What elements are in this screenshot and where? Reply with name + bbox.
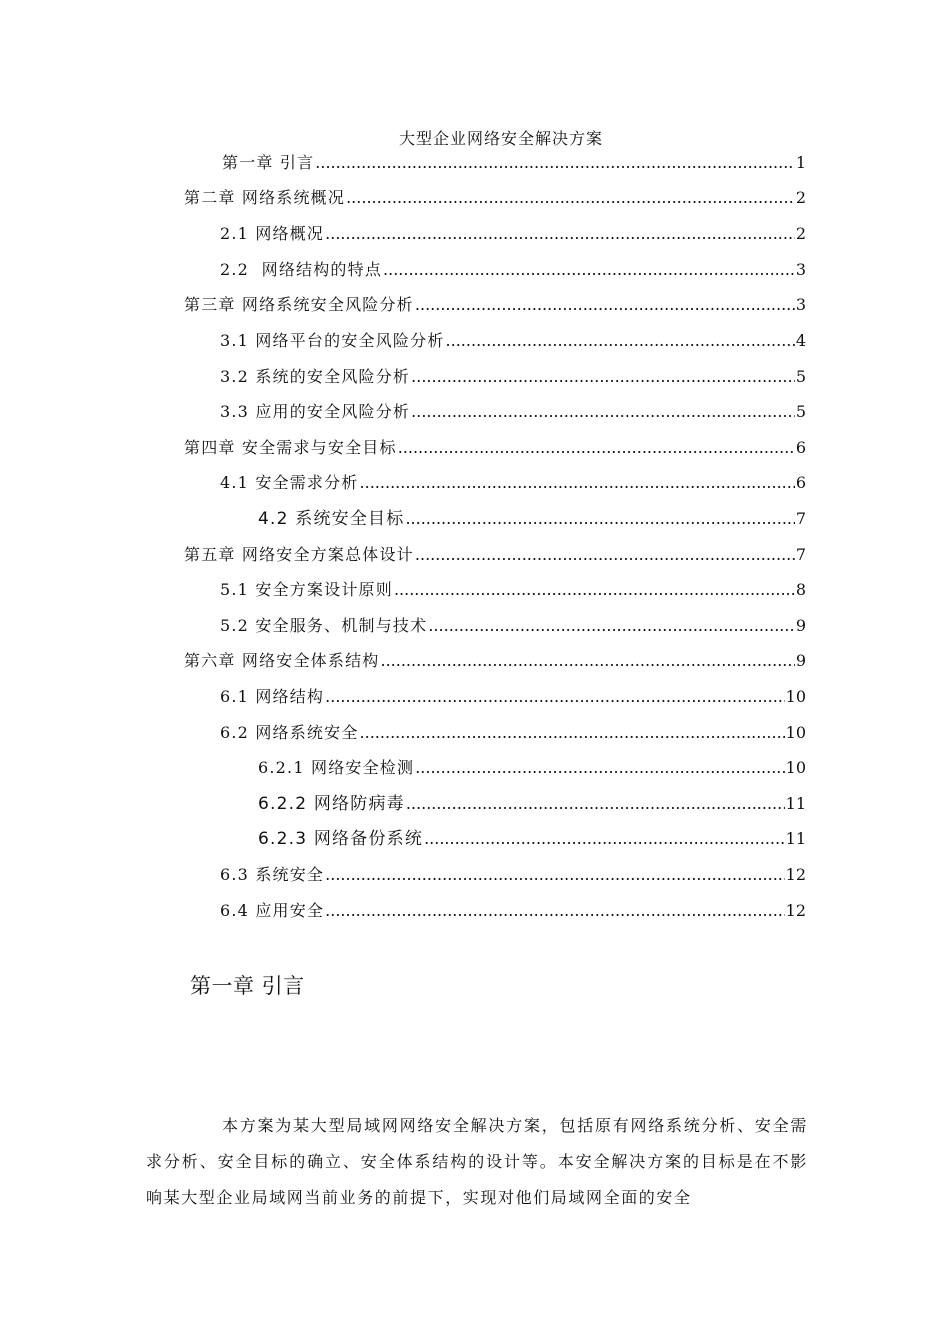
toc-entry-page: 5 [795, 367, 806, 386]
toc-entry-label: 5.1 安全方案设计原则 [220, 580, 393, 599]
toc-entry[interactable] [258, 506, 806, 530]
toc-entry[interactable] [220, 720, 806, 744]
toc-entry-page: 10 [785, 687, 806, 706]
toc-leader-dots [325, 864, 785, 886]
toc-entry-page: 11 [785, 794, 806, 813]
toc-entry[interactable] [220, 684, 806, 708]
toc-leader-dots [394, 579, 795, 601]
toc-leader-dots [360, 722, 785, 744]
toc-entry[interactable] [220, 257, 806, 281]
toc-leader-dots [411, 366, 795, 388]
toc-leader-dots [424, 828, 785, 850]
toc-entry[interactable] [184, 292, 806, 316]
toc-entry[interactable] [258, 826, 806, 850]
document-title: 大型企业网络安全解决方案 [398, 129, 603, 148]
toc-entry-label: 6.2 网络系统安全 [220, 723, 359, 742]
toc-entry[interactable] [220, 898, 806, 922]
toc-entry[interactable] [184, 185, 806, 209]
toc-entry[interactable] [258, 791, 806, 815]
toc-entry-label: 第三章 网络系统安全风险分析 [184, 295, 414, 314]
toc-entry-label: 第五章 网络安全方案总体设计 [184, 545, 414, 564]
toc-entry[interactable] [184, 435, 806, 459]
toc-entry-page: 2 [795, 224, 806, 243]
toc-entry-label: 6.2.3 网络备份系统 [258, 829, 424, 849]
toc-entry-page: 3 [795, 295, 806, 314]
toc-entry-page: 12 [785, 901, 806, 920]
toc-entry[interactable] [184, 648, 806, 672]
toc-entry-page: 8 [795, 580, 806, 599]
toc-entry-page: 6 [795, 473, 806, 492]
toc-leader-dots [411, 401, 795, 423]
body-paragraph: 本方案为某大型局域网网络安全解决方案，包括原有网络系统分析、安全需求分析、安全目标的确立、安全体系结构的设计等。本安全解决方案的目标是在不影响某大型企业局域网当前业务的前提下，实现对他们局域网全面的安全 [146, 1116, 808, 1207]
toc-entry[interactable] [220, 470, 806, 494]
toc-entry-page: 4 [795, 331, 806, 350]
toc-entry[interactable] [222, 150, 806, 174]
toc-leader-dots [406, 793, 785, 815]
toc-leader-dots [446, 330, 795, 352]
toc-entry-page: 2 [795, 188, 806, 207]
toc-leader-dots [360, 472, 795, 494]
toc-entry[interactable] [184, 542, 806, 566]
toc-leader-dots [428, 615, 794, 637]
toc-entry-page: 12 [785, 865, 806, 884]
toc-entry-label: 6.2.1 网络安全检测 [258, 758, 415, 777]
toc-leader-dots [405, 508, 794, 530]
toc-entry-label: 3.2 系统的安全风险分析 [220, 367, 411, 386]
toc-entry-page: 9 [795, 616, 806, 635]
toc-entry-label: 3.3 应用的安全风险分析 [220, 402, 411, 421]
toc-leader-dots [415, 544, 795, 566]
toc-entry-label: 6.2.2 网络防病毒 [258, 794, 405, 814]
toc-leader-dots [383, 259, 795, 281]
toc-entry[interactable] [220, 613, 806, 637]
toc-entry-page: 7 [795, 545, 806, 564]
toc-leader-dots [325, 900, 785, 922]
toc-entry-label: 第二章 网络系统概况 [184, 188, 346, 207]
toc-leader-dots [415, 757, 784, 779]
toc-entry-label: 3.1 网络平台的安全风险分析 [220, 331, 445, 350]
toc-leader-dots [315, 152, 795, 174]
toc-entry-page: 11 [785, 829, 806, 848]
toc-leader-dots [381, 650, 795, 672]
toc-entry-page: 9 [795, 651, 806, 670]
toc-entry-page: 10 [785, 723, 806, 742]
toc-entry-label: 2.1 网络概况 [220, 224, 325, 243]
toc-entry-page: 3 [795, 260, 806, 279]
toc-entry-page: 6 [795, 438, 806, 457]
toc-entry-label: 6.1 网络结构 [220, 687, 325, 706]
toc-entry-label: 6.4 应用安全 [220, 901, 325, 920]
toc-entry[interactable] [258, 755, 806, 779]
toc-entry-page: 7 [795, 509, 806, 528]
toc-entry[interactable] [220, 364, 806, 388]
toc-entry-page: 10 [785, 758, 806, 777]
toc-leader-dots [325, 223, 795, 245]
toc-entry[interactable] [220, 399, 806, 423]
toc-leader-dots [398, 437, 795, 459]
toc-entry-label: 6.3 系统安全 [220, 865, 325, 884]
toc-leader-dots [415, 294, 795, 316]
toc-leader-dots [325, 686, 785, 708]
toc-entry[interactable] [220, 577, 806, 601]
toc-entry-label: 第四章 安全需求与安全目标 [184, 438, 397, 457]
toc-entry[interactable] [220, 328, 806, 352]
toc-leader-dots [346, 187, 795, 209]
toc-entry-page: 1 [795, 153, 806, 172]
toc-entry-page: 5 [795, 402, 806, 421]
toc-entry-label: 4.2 系统安全目标 [258, 509, 405, 529]
toc-entry-label: 4.1 安全需求分析 [220, 473, 359, 492]
toc-entry-label: 5.2 安全服务、机制与技术 [220, 616, 428, 635]
toc-entry-label: 2.2 网络结构的特点 [220, 260, 383, 279]
toc-entry-label: 第一章 引言 [222, 153, 315, 172]
chapter-heading: 第一章 引言 [190, 974, 305, 998]
toc-entry[interactable] [220, 221, 806, 245]
toc-entry-label: 第六章 网络安全体系结构 [184, 651, 380, 670]
toc-entry[interactable] [220, 862, 806, 886]
